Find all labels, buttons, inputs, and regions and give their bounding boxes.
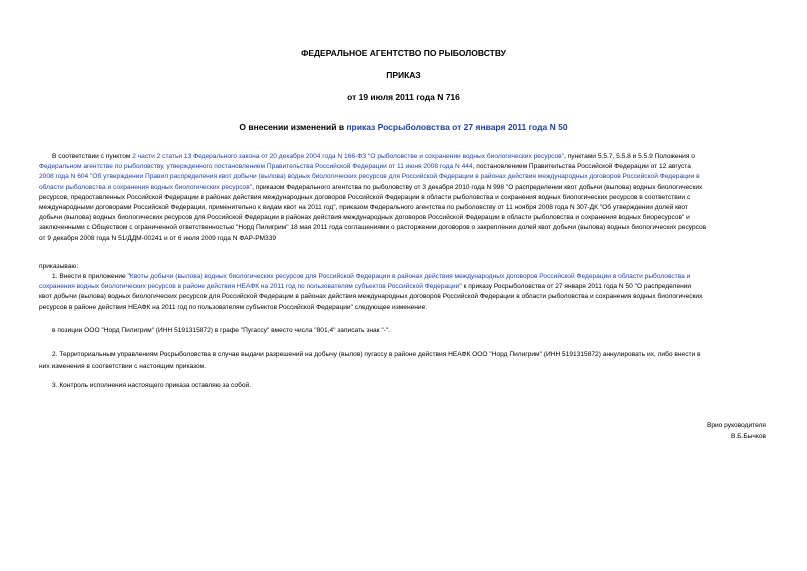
preamble-line-5	[39, 193, 690, 203]
text-segment: , постановлением Правительства Российской Федерации от 12 августа	[472, 163, 691, 171]
order-word: приказываю:	[39, 263, 79, 270]
document-type: ПРИКАЗ	[386, 70, 421, 80]
text-segment: ресурсов, предоставленных Российской Федерации в районах действия международных договоров Российской Федерации в области рыболовства и сохранения водных биологических ресурсов в соответствии с	[39, 193, 691, 201]
document-date-number: от 19 июля 2011 года N 716	[347, 92, 460, 102]
preamble-line-6	[39, 203, 688, 213]
preamble-line-9	[39, 234, 276, 244]
preamble-line-4	[39, 183, 702, 193]
item-2-line-2: них изменения в соответствии с настоящим приказом.	[39, 363, 207, 370]
subject-prefix: О внесении изменений в	[239, 122, 347, 132]
document-subject	[0, 122, 807, 132]
subject-link[interactable]: приказ Росрыболовства от 27 января 2011 года N 50	[346, 122, 568, 132]
document-link[interactable]: области рыболовства и сохранения водных биологических ресурсов"	[39, 183, 253, 191]
preamble-line-8	[39, 223, 706, 233]
text-segment: добычи (вылова) водных биологических ресурсов для Российской Федерации в районах действия международных договоров Российской Федерации в области рыболовства и сохранения водных биоресурсов" и	[39, 214, 690, 222]
preamble-line-3	[39, 172, 700, 182]
item-1-line-4	[39, 303, 427, 313]
document-link[interactable]: 2 части 2 статьи 13 Федерального закона от 20 декабря 2004 года N 166-ФЗ "О рыболовстве и сохранении водных биологических ресурсов"	[132, 153, 565, 160]
item-1-line-3	[39, 292, 702, 302]
text-segment: заключенными с Обществом с ограниченной ответственностью "Норд Пилигрим" 18 мая 2011 года соглашениями о расторжении договоров о закреплении долей квот добычи (вылова) водных биологических ресурсов	[39, 224, 707, 232]
agency-title: ФЕДЕРАЛЬНОЕ АГЕНТСТВО ПО РЫБОЛОВСТВУ	[301, 48, 506, 58]
text-segment: , приказом Федерального агентства по рыболовству от 3 декабря 2010 года N 998 "О распределении квот добычи (вылова) водных биологических	[252, 183, 703, 191]
text-segment: В соответствии с пунктом	[52, 153, 133, 160]
preamble-line-1	[52, 152, 695, 162]
document-link[interactable]: сохранения водных биологических ресурсов в районе действия НЕАФК на 2011 год по пользователям субъектов Российской Федерации	[39, 283, 460, 291]
signature-position: Врио руководителя	[706, 422, 766, 429]
text-segment: от 9 декабря 2008 года N 51/ДДМ-00241 и от 6 июля 2009 года N ФАР-РМ339	[39, 234, 277, 242]
item-2-line-1: 2. Территориальным управлениям Росрыболовства в случае выдачи разрешений на добычу (вылов) пугассу в районе действия НЕАФК ООО "Норд Пилигрим" (ИНН 5191315872) аннулировать их, либо внести в	[52, 351, 701, 358]
document-link[interactable]: Федеральном агентстве по рыболовству, утвержденного постановлением Правительства Российской Федерации от 11 июня 2008 года N 444	[39, 163, 473, 171]
document-link[interactable]: 2008 года N 604 "Об утверждении Правил распределения квот добычи (вылова) водных биологических ресурсов для Российской Федерации в районах действия международных договоров Российской Федерации в	[39, 173, 700, 181]
preamble-line-2	[39, 162, 691, 172]
item-1-line-2	[39, 282, 691, 292]
text-segment: , пунктами 5.5.7, 5.5.8 и 5.5.9 Положения о	[564, 153, 695, 160]
change-line: в позиции ООО "Норд Пилигрим" (ИНН 5191315872) в графе "Пугассу" вместо числа "801,4" записать знак "-".	[52, 327, 391, 334]
text-segment: 1. Внести в приложение "	[52, 273, 130, 280]
text-segment: ресурсов в районе действия НЕАФК на 2011 год по пользователям субъектов Российской Федерации" следующее изменение:	[39, 303, 428, 311]
signature-name: В.Б.Бычков	[730, 433, 766, 440]
text-segment: квот добычи (вылова) водных биологических ресурсов для Российской Федерации в районах действия международных договоров Российской Федерации в области рыболовства и сохранения водных биологических	[39, 293, 703, 301]
item-1-line-1	[52, 272, 690, 282]
text-segment: международными договорами Российской Федерации, применительно к видам квот на 2011 год", приказом Федерального агентства по рыболовству от 11 ноября 2008 года N 307-ДК "Об утверждении долей квот	[39, 204, 688, 211]
text-segment: " к приказу Росрыболовства от 27 января 2011 года N 50 "О распределении	[459, 283, 692, 291]
preamble-line-7	[39, 213, 690, 223]
item-3: 3. Контроль исполнения настоящего приказа оставляю за собой.	[52, 382, 252, 389]
document-link[interactable]: Квоты добычи (вылова) водных биологических ресурсов для Российской Федерации в районах действия международных договоров Российской Федерации в области рыболовства и	[129, 273, 691, 280]
